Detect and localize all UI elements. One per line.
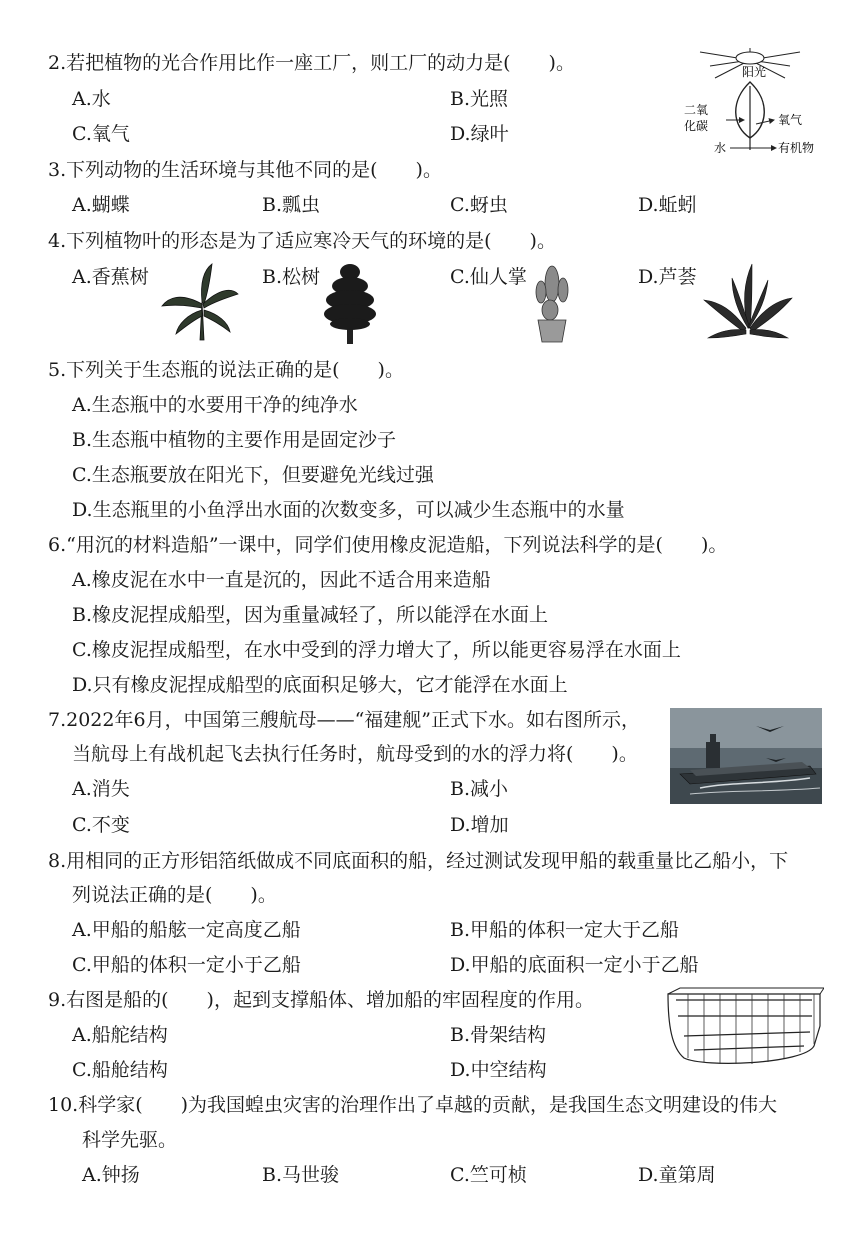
- question-6-option-b: B.橡皮泥捏成船型，因为重量减轻了，所以能浮在水面上: [72, 604, 549, 626]
- question-4-option-d: D.芦荟: [638, 266, 697, 288]
- question-3-stem: 3.下列动物的生活环境与其他不同的是( )。: [48, 159, 442, 181]
- question-8-stem-line1: 8.用相同的正方形铝箔纸做成不同底面积的船，经过测试发现甲船的载重量比乙船小，下: [48, 850, 789, 872]
- question-9-option-c: C.船舱结构: [72, 1059, 168, 1081]
- photosynthesis-diagram: [670, 46, 830, 158]
- question-4-option-c: C.仙人掌: [450, 266, 527, 288]
- question-9-option-b: B.骨架结构: [450, 1024, 547, 1046]
- question-8-stem-line2: 列说法正确的是( )。: [72, 884, 277, 906]
- question-10-option-d: D.童第周: [638, 1164, 716, 1186]
- aircraft-carrier-photo: [670, 708, 822, 804]
- organic-matter-label: 有机物: [778, 141, 815, 155]
- question-7-option-d: D.增加: [450, 814, 509, 836]
- question-4-stem: 4.下列植物叶的形态是为了适应寒冷天气的环境的是( )。: [48, 230, 556, 252]
- question-6-option-d: D.只有橡皮泥捏成船型的底面积足够大，它才能浮在水面上: [72, 674, 568, 696]
- question-9-option-d: D.中空结构: [450, 1059, 547, 1081]
- question-8-option-b: B.甲船的体积一定大于乙船: [450, 919, 680, 941]
- question-10-stem-line2: 科学先驱。: [82, 1129, 178, 1151]
- question-10-option-b: B.马世骏: [262, 1164, 340, 1186]
- question-8-option-a: A.甲船的船舷一定高度乙船: [72, 919, 301, 941]
- question-4-option-b: B.松树: [262, 266, 321, 288]
- question-8-option-c: C.甲船的体积一定小于乙船: [72, 954, 301, 976]
- question-2-option-b: B.光照: [450, 88, 509, 110]
- question-7-option-a: A.消失: [72, 778, 130, 800]
- question-5-option-d: D.生态瓶里的小鱼浮出水面的次数变多，可以减少生态瓶中的水量: [72, 499, 625, 521]
- question-2-option-a: A.水: [72, 88, 111, 110]
- pine-tree-image: [322, 262, 378, 344]
- ship-frame-diagram: [664, 986, 824, 1072]
- co2-label-line2: 化碳: [684, 119, 709, 133]
- question-3-option-a: A.蝴蝶: [72, 194, 130, 216]
- banana-tree-image: [160, 262, 240, 342]
- question-2-stem: 2.若把植物的光合作用比作一座工厂，则工厂的动力是( )。: [48, 52, 575, 74]
- question-5-option-c: C.生态瓶要放在阳光下，但要避免光线过强: [72, 464, 434, 486]
- question-10-option-a: A.钟扬: [82, 1164, 140, 1186]
- question-3-option-c: C.蚜虫: [450, 194, 508, 216]
- question-6-option-a: A.橡皮泥在水中一直是沉的，因此不适合用来造船: [72, 569, 491, 591]
- water-label: 水: [714, 141, 727, 155]
- question-2-option-d: D.绿叶: [450, 123, 509, 145]
- question-6-stem: 6.“用沉的材料造船”一课中，同学们使用橡皮泥造船，下列说法科学的是( )。: [48, 534, 728, 556]
- question-7-stem-line2: 当航母上有战机起飞去执行任务时，航母受到的水的浮力将( )。: [72, 743, 638, 765]
- question-3-option-b: B.瓢虫: [262, 194, 321, 216]
- question-6-option-c: C.橡皮泥捏成船型，在水中受到的浮力增大了，所以能更容易浮在水面上: [72, 639, 681, 661]
- co2-label-line1: 二氧: [684, 103, 709, 117]
- question-4-option-a: A.香蕉树: [72, 266, 149, 288]
- question-9-stem: 9.右图是船的( )，起到支撑船体、增加船的牢固程度的作用。: [48, 989, 594, 1011]
- question-5-option-a: A.生态瓶中的水要用干净的纯净水: [72, 394, 358, 416]
- question-10-option-c: C.竺可桢: [450, 1164, 527, 1186]
- question-7-option-b: B.减小: [450, 778, 509, 800]
- question-7-option-c: C.不变: [72, 814, 130, 836]
- question-3-option-d: D.蚯蚓: [638, 194, 697, 216]
- oxygen-label: 氧气: [778, 113, 803, 127]
- question-8-option-d: D.甲船的底面积一定小于乙船: [450, 954, 699, 976]
- question-9-option-a: A.船舵结构: [72, 1024, 168, 1046]
- sun-label: 阳光: [742, 65, 767, 79]
- question-5-stem: 5.下列关于生态瓶的说法正确的是( )。: [48, 359, 404, 381]
- question-5-option-b: B.生态瓶中植物的主要作用是固定沙子: [72, 429, 397, 451]
- question-7-stem-line1: 7.2022年6月，中国第三艘航母——“福建舰”正式下水。如右图所示，: [48, 709, 640, 731]
- question-10-stem-line1: 10.科学家( )为我国蝗虫灾害的治理作出了卓越的贡献，是我国生态文明建设的伟大: [48, 1094, 778, 1116]
- cactus-image: [530, 262, 574, 344]
- question-2-option-c: C.氧气: [72, 123, 130, 145]
- aloe-image: [702, 262, 794, 342]
